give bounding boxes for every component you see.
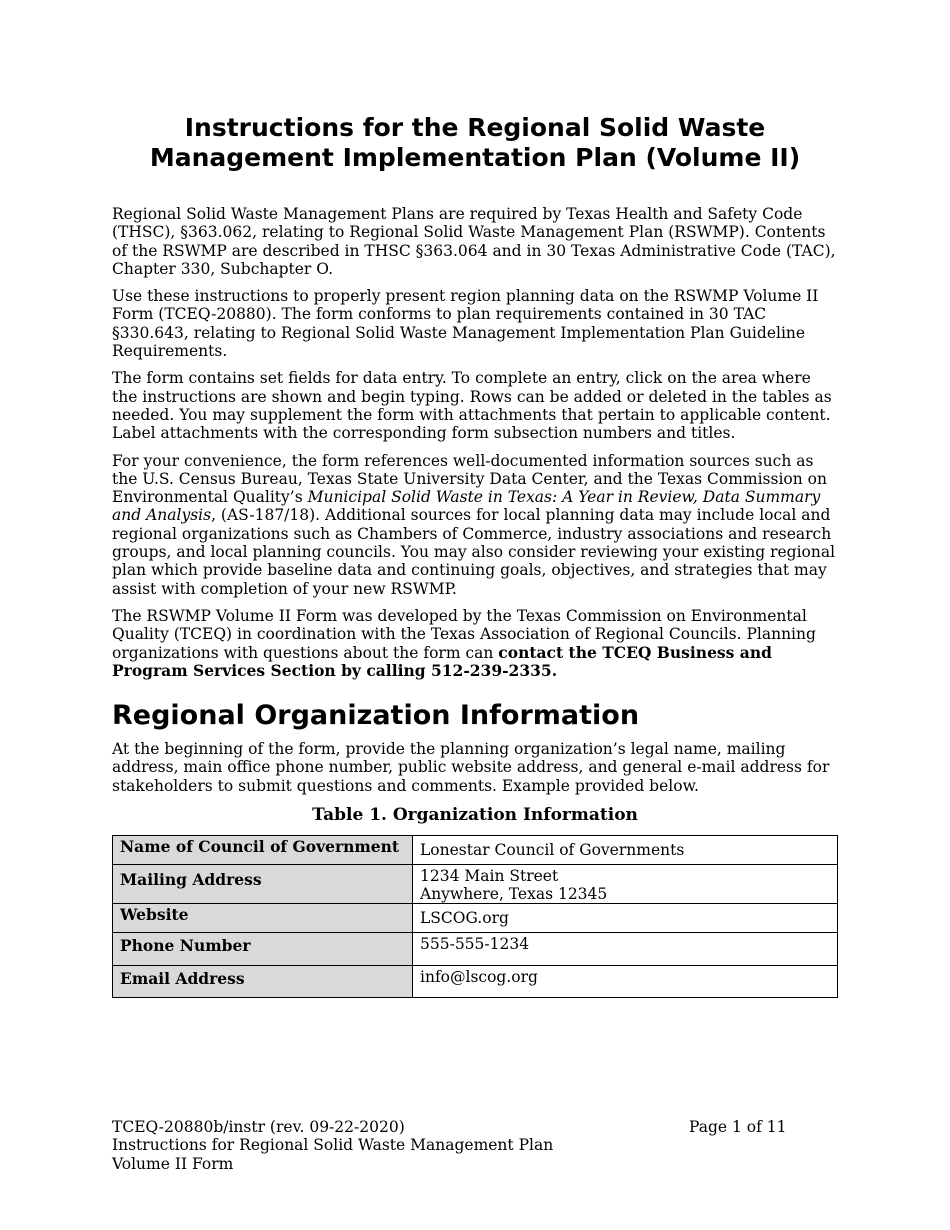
contact-info: contact the TCEQ Business and Program Services Section by calling 512-239-2335. (112, 642, 772, 680)
title-line-2: Management Implementation Plan (Volume II) (149, 143, 801, 172)
section-heading: Regional Organization Information (112, 700, 640, 731)
paragraph-3: The form contains set fields for data entry. To complete an entry, click on the area where the instructions are shown and begin typing. Rows can be added or deleted in the tables as needed. You may supplement the form with attachments that pertain to applicable content. Label attachments with the corresponding form subsection numbers and titles. (112, 369, 832, 443)
paragraph-4 (112, 452, 838, 598)
row-value (413, 836, 838, 865)
row-label (113, 966, 413, 998)
paragraph-5 (112, 607, 838, 680)
row-label: Website (113, 904, 413, 933)
page-number: Page 1 of 11 (689, 1118, 787, 1136)
table-row (113, 933, 838, 966)
table-row (113, 865, 838, 904)
row-label: Name of Council of Government (113, 836, 413, 865)
address-line-2: Anywhere, Texas 12345 (420, 885, 608, 903)
row-label (113, 865, 413, 904)
table-row (113, 836, 838, 865)
document-title (92, 113, 858, 173)
table-row (113, 966, 838, 998)
email-value: info@lscog.org (420, 968, 538, 986)
row-label (113, 933, 413, 966)
footer-desc-line-2: Volume II Form (112, 1154, 234, 1173)
footer-desc-line-1: Instructions for Regional Solid Waste Management Plan (112, 1136, 554, 1155)
address-line-1: 1234 Main Street (420, 867, 559, 885)
table-caption: Table 1. Organization Information (312, 805, 638, 825)
intro-body (112, 205, 838, 689)
row-value (413, 904, 838, 933)
paragraph-4-text-b: , (AS-187/18). Additional sources for local planning data may include local and regional organizations such as Chambers of Commerce, industry associations and research groups, and local planning councils. You may also consider reviewing your existing regional plan which provide baseline data and continuing goals, objectives, and strategies that may assist with completion of your new RSWMP. (112, 506, 836, 598)
footer-form-id: TCEQ-20880b/instr (rev. 09-22-2020) (112, 1118, 405, 1136)
title-line-1: Instructions for the Regional Solid Waste (184, 113, 766, 142)
email-label: Email Address (120, 969, 245, 988)
paragraph-1: Regional Solid Waste Management Plans are required by Texas Health and Safety Code (THSC), §363.062, relating to Regional Solid Waste Management Plan (RSWMP). Contents of the RSWMP are described in THSC §363.064 and in 30 Texas Administrative Code (TAC), Chapter 330, Subchapter O. (112, 205, 836, 278)
council-name-value: Lonestar Council of Governments (420, 841, 685, 859)
paragraph-4-text-a: For your convenience, the form references well-documented information sources such as the U.S. Census Bureau, Texas State University Data Center, and the Texas Commission on Environmental Quality’s (112, 451, 827, 507)
website-value: LSCOG.org (420, 909, 509, 927)
organization-info-table (112, 835, 838, 998)
publication-title: Municipal Solid Waste in Texas: A Year in Review, Data Summary and Analysis (112, 488, 821, 525)
section-intro: At the beginning of the form, provide the planning organization’s legal name, mailing address, main office phone number, public website address, and general e-mail address for stakeholders to submit questions and comments. Example provided below. (112, 740, 830, 795)
table-row (113, 904, 838, 933)
phone-label: Phone Number (120, 936, 251, 955)
phone-value: 555-555-1234 (420, 935, 530, 953)
paragraph-2: Use these instructions to properly present region planning data on the RSWMP Volume II Form (TCEQ-20880). The form conforms to plan requirements contained in 30 TAC §330.643, relating to Regional Solid Waste Management Implementation Plan Guideline Requirements. (112, 287, 819, 361)
paragraph-5-text: The RSWMP Volume II Form was developed by the Texas Commission on Environmental Quality (TCEQ) in coordination with the Texas Association of Regional Councils. Planning organizations with questions about the form can (112, 606, 816, 662)
row-value (413, 865, 838, 904)
footer-form-info (112, 1118, 553, 1173)
row-value (413, 966, 838, 998)
row-value (413, 933, 838, 966)
mailing-address-label: Mailing Address (120, 870, 262, 889)
